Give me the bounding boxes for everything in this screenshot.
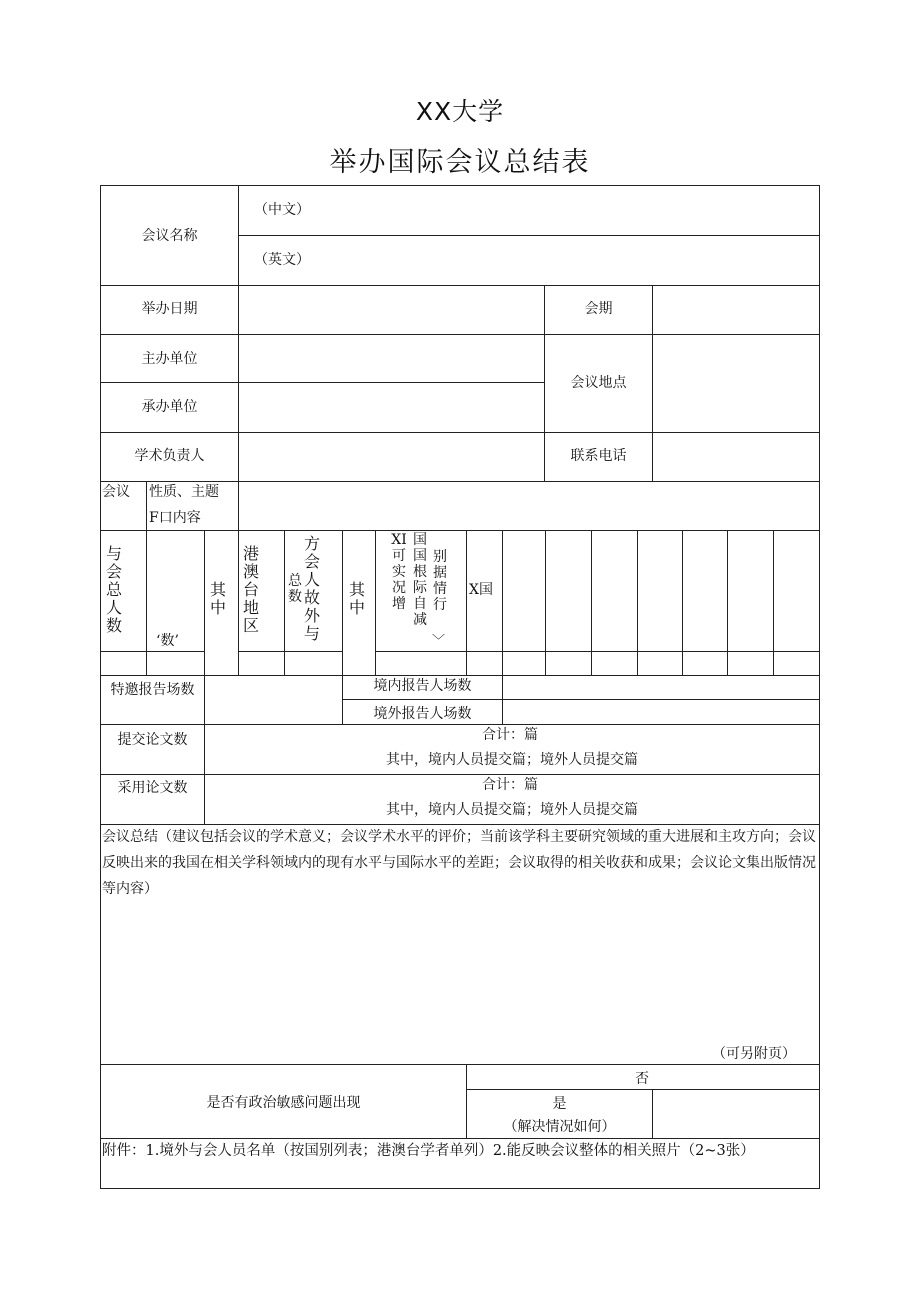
meeting-name-english-field[interactable]: （英文）	[254, 252, 310, 268]
attach-page-note: （可另附页）	[712, 1046, 796, 1062]
leader-label: 学术负责人	[134, 448, 205, 464]
venue-label: 会议地点	[570, 375, 627, 391]
submitted-papers-label: 提交论文数	[117, 732, 188, 748]
political-no-option[interactable]: 否	[635, 1071, 649, 1087]
form-title: 举办国际会议总结表	[329, 147, 591, 178]
overseas-reports-label: 境外报告人场数	[373, 706, 472, 722]
duration-label: 会期	[584, 301, 613, 317]
date-label: 举办日期	[141, 301, 198, 317]
phone-label: 联系电话	[570, 448, 627, 464]
count-label: ‘数’	[156, 633, 179, 649]
meeting-name-chinese-field[interactable]: （中文）	[254, 202, 310, 218]
country-label-tail: ﹀	[432, 634, 446, 649]
country-label-col-b: 国国根际自减	[413, 532, 427, 628]
foreign-attendees-label-a: 方会人故外与	[303, 534, 320, 643]
political-yes-option[interactable]: 是	[552, 1096, 567, 1112]
organizer-label: 承办单位	[141, 399, 198, 415]
nature-left-label: 会议	[102, 484, 130, 500]
political-question: 是否有政治敏感问题出现	[206, 1095, 361, 1111]
x-country-label: X国	[469, 582, 493, 598]
host-label: 主办单位	[141, 351, 198, 367]
accepted-papers-label: 采用论文数	[117, 780, 188, 796]
meeting-name-label: 会议名称	[141, 228, 198, 244]
accepted-total: 合计：篇	[482, 777, 538, 793]
summary-instructions: 会议总结（建议包括会议的学术意义；会议学术水平的评价；当前该学科主要研究领域的重大进展和主攻方向；会议反映出来的我国在相关学科领域内的现有水平与国际水平的差距；会议取得的相关收获和成果；会议论文集出版情况等内容）	[102, 829, 816, 897]
foreign-attendees-label-b: 总数	[288, 573, 302, 605]
nature-label-line2: F口内容	[149, 510, 201, 526]
invited-reports-label: 特邀报告场数	[110, 682, 195, 698]
hk-macau-taiwan-label: 港澳台地区	[242, 544, 259, 635]
submitted-detail: 其中，境内人员提交篇；境外人员提交篇	[386, 752, 638, 768]
country-label-col-a: 别据情行	[433, 549, 447, 613]
attachment-note: 附件：1.境外与会人员名单（按国别列表；港澳台学者单列）2.能反映会议整体的相关照片（2~3张）	[102, 1143, 755, 1159]
among-label-1: 其中	[209, 580, 226, 617]
domestic-reports-label: 境内报告人场数	[373, 678, 472, 694]
total-attendees-label: 与会总人数	[105, 544, 122, 635]
among-label-2: 其中	[348, 580, 365, 617]
university-title: XX大学	[415, 97, 505, 126]
submitted-total: 合计：篇	[482, 727, 538, 743]
accepted-detail: 其中，境内人员提交篇；境外人员提交篇	[386, 802, 638, 818]
resolution-note: （解决情况如何）	[503, 1119, 616, 1135]
country-label-col-c: XI可实况增	[391, 532, 407, 612]
nature-label-line1: 性质、主题	[149, 484, 219, 500]
